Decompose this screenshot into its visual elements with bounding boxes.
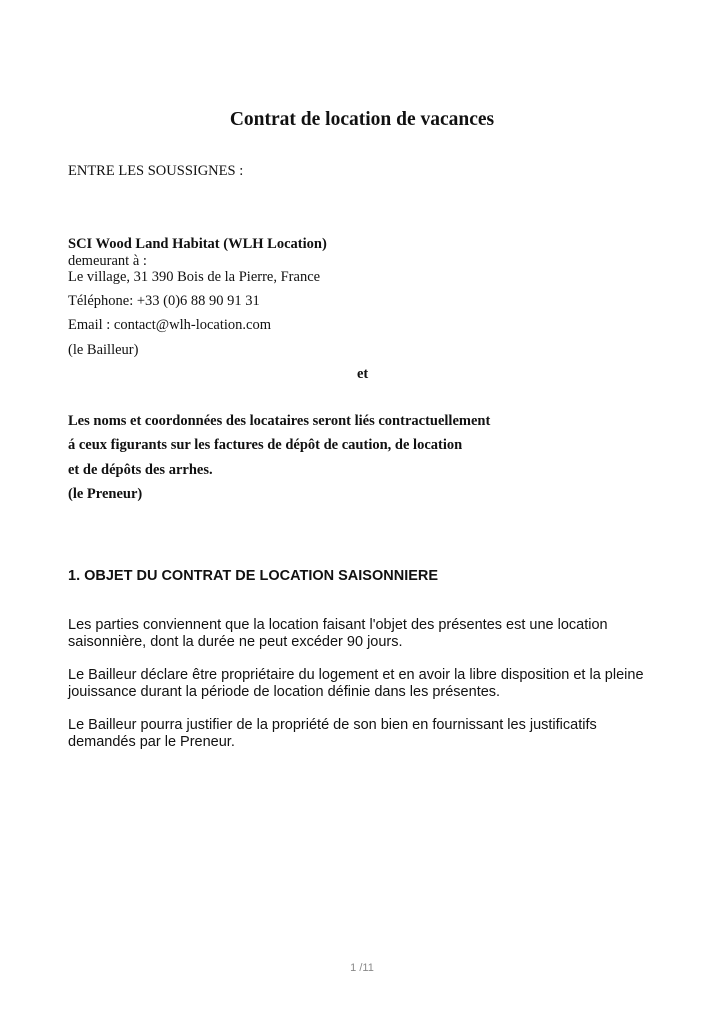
- preneur-line-3: et de dépôts des arrhes.: [68, 462, 213, 478]
- section-1-paragraph: Le Bailleur pourra justifier de la propriété de son bien en fournissant les justificatifs demandés par le Preneur.: [68, 717, 597, 750]
- bailleur-phone: Téléphone: +33 (0)6 88 90 91 31: [68, 293, 260, 309]
- bailleur-role: (le Bailleur): [68, 342, 139, 358]
- preneur-line-2: á ceux figurants sur les factures de dépôt de caution, de location: [68, 437, 463, 453]
- parties-intro: ENTRE LES SOUSSIGNES :: [68, 163, 244, 179]
- bailleur-name: SCI Wood Land Habitat (WLH Location): [68, 236, 327, 252]
- section-1-paragraph: Le Bailleur déclare être propriétaire du logement et en avoir la libre disposition et la pleine jouissance durant la période de location définie dans les présentes.: [68, 667, 644, 700]
- bailleur-demeurant: demeurant à :: [68, 253, 147, 269]
- page-number: 1 /11: [350, 962, 374, 974]
- section-1-heading: 1. OBJET DU CONTRAT DE LOCATION SAISONNIERE: [68, 568, 439, 584]
- preneur-role: (le Preneur): [68, 486, 143, 502]
- preneur-line-1: Les noms et coordonnées des locataires seront liés contractuellement: [68, 413, 491, 429]
- bailleur-email: Email : contact@wlh-location.com: [68, 317, 271, 333]
- page-title: Contrat de location de vacances: [229, 109, 495, 130]
- bailleur-address: Le village, 31 390 Bois de la Pierre, France: [68, 269, 321, 285]
- section-1-paragraph: Les parties conviennent que la location faisant l'objet des présentes est une location saisonnière, dont la durée ne peut excéder 90 jours.: [68, 617, 608, 650]
- conjunction-et: et: [357, 366, 369, 382]
